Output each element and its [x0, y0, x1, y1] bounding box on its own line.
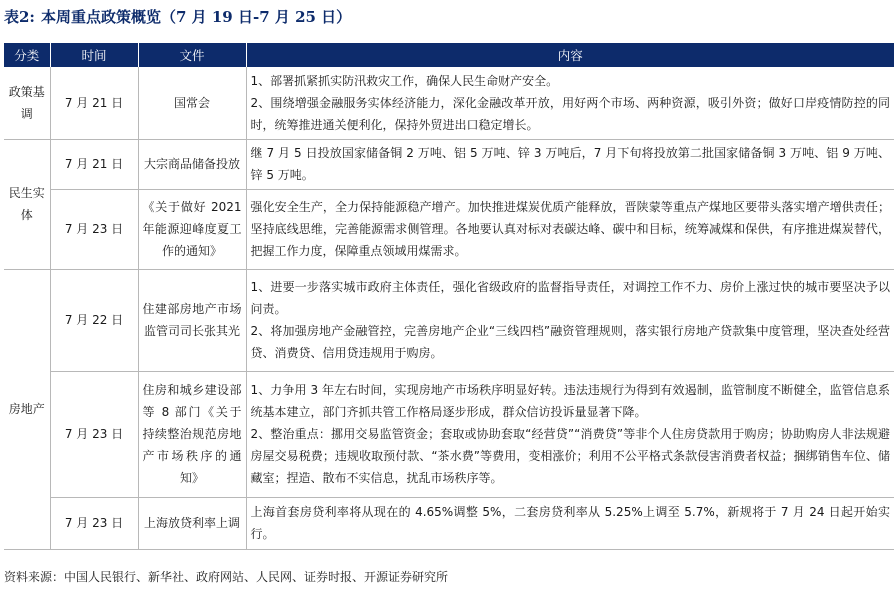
file-cell: 大宗商品储备投放	[138, 139, 246, 189]
content-cell	[246, 269, 894, 371]
content-item: 2、整治重点：挪用交易监管资金；套取或协助套取“经营贷”“消费贷”等非个人住房贷款用于购房；协助购房人非法规避房屋交易税费；违规收取预付款、“茶水费”等费用，变相涨价；利用不公平格式条款侵害消费者权益；捆绑销售车位、储藏室；捏造、散布不实信息，扰乱市场秩序等。	[250, 427, 890, 485]
category-cell: 政策基调	[4, 67, 50, 139]
time-cell: 7 月 23 日	[50, 497, 138, 549]
time-cell: 7 月 21 日	[50, 67, 138, 139]
table-number: 表2:	[4, 8, 35, 26]
content-item: 1、力争用 3 年左右时间，实现房地产市场秩序明显好转。违法违规行为得到有效遏制，监管制度不断健全，监管信息系统基本建立，部门齐抓共管工作格局逐步形成，群众信访投诉量显著下降。	[250, 383, 890, 419]
content-item: 2、围绕增强金融服务实体经济能力，深化金融改革开放，用好两个市场、两种资源，吸引外资；做好口岸疫情防控的同时，统筹推进通关便利化，保持外贸进出口稳定增长。	[250, 95, 890, 132]
table-row	[4, 67, 894, 139]
file-cell: 国常会	[138, 67, 246, 139]
header-file: 文件	[138, 43, 246, 67]
table-row	[4, 139, 894, 189]
file-cell: 住房和城乡建设部等 8 部门《关于持续整治规范房地产市场秩序的通知》	[138, 371, 246, 497]
policy-table	[4, 43, 894, 550]
table-row	[4, 497, 894, 549]
category-cell: 房地产	[4, 269, 50, 549]
file-cell: 住建部房地产市场监管司司长张其光	[138, 269, 246, 371]
table-row	[4, 269, 894, 371]
header-content: 内容	[246, 43, 894, 67]
content-cell	[246, 139, 894, 189]
category-cell: 民生实体	[4, 139, 50, 269]
file-cell: 《关于做好 2021 年能源迎峰度夏工作的通知》	[138, 189, 246, 269]
content-item: 上海首套房贷利率将从现在的 4.65%调整 5%，二套房贷利率从 5.25%上调至 5.7%，新规将于 7 月 24 日起开始实行。	[250, 505, 890, 541]
time-cell: 7 月 21 日	[50, 139, 138, 189]
content-cell	[246, 67, 894, 139]
content-item: 2、将加强房地产金融管控，完善房地产企业“三线四档”融资管理规则，落实银行房地产贷款集中度管理，坚决查处经营贷、消费贷、信用贷违规用于购房。	[250, 324, 890, 360]
header-category: 分类	[4, 43, 50, 67]
table-row	[4, 371, 894, 497]
header-time: 时间	[50, 43, 138, 67]
header-row	[4, 43, 894, 67]
table-title	[4, 6, 351, 27]
time-cell: 7 月 23 日	[50, 371, 138, 497]
table-title-text: 本周重点政策概览（7 月 19 日-7 月 25 日）	[40, 8, 352, 26]
content-item: 继 7 月 5 日投放国家储备铜 2 万吨、铝 5 万吨、锌 3 万吨后，7 月下旬将投放第二批国家储备铜 3 万吨、铝 9 万吨、锌 5 万吨。	[250, 146, 890, 182]
content-cell	[246, 189, 894, 269]
time-cell: 7 月 22 日	[50, 269, 138, 371]
content-item: 强化安全生产，全力保持能源稳产增产。加快推进煤炭优质产能释放，晋陕蒙等重点产煤地区要带头落实增产增供责任；坚持底线思维，完善能源需求侧管理。各地要认真对标对表碳达峰、碳中和目标，统筹减煤和保供，有序推进煤炭替代，把握工作力度，保障重点领域用煤需求。	[250, 200, 890, 258]
content-cell	[246, 371, 894, 497]
content-item: 1、进要一步落实城市政府主体责任，强化省级政府的监督指导责任，对调控工作不力、房价上涨过快的城市要坚决予以问责。	[250, 280, 890, 316]
time-cell: 7 月 23 日	[50, 189, 138, 269]
table-row	[4, 189, 894, 269]
source-note: 资料来源：中国人民银行、新华社、政府网站、人民网、证券时报、开源证券研究所	[4, 570, 449, 584]
file-cell: 上海放贷利率上调	[138, 497, 246, 549]
content-item: 1、部署抓紧抓实防汛救灾工作，确保人民生命财产安全。	[250, 73, 559, 88]
content-cell	[246, 497, 894, 549]
